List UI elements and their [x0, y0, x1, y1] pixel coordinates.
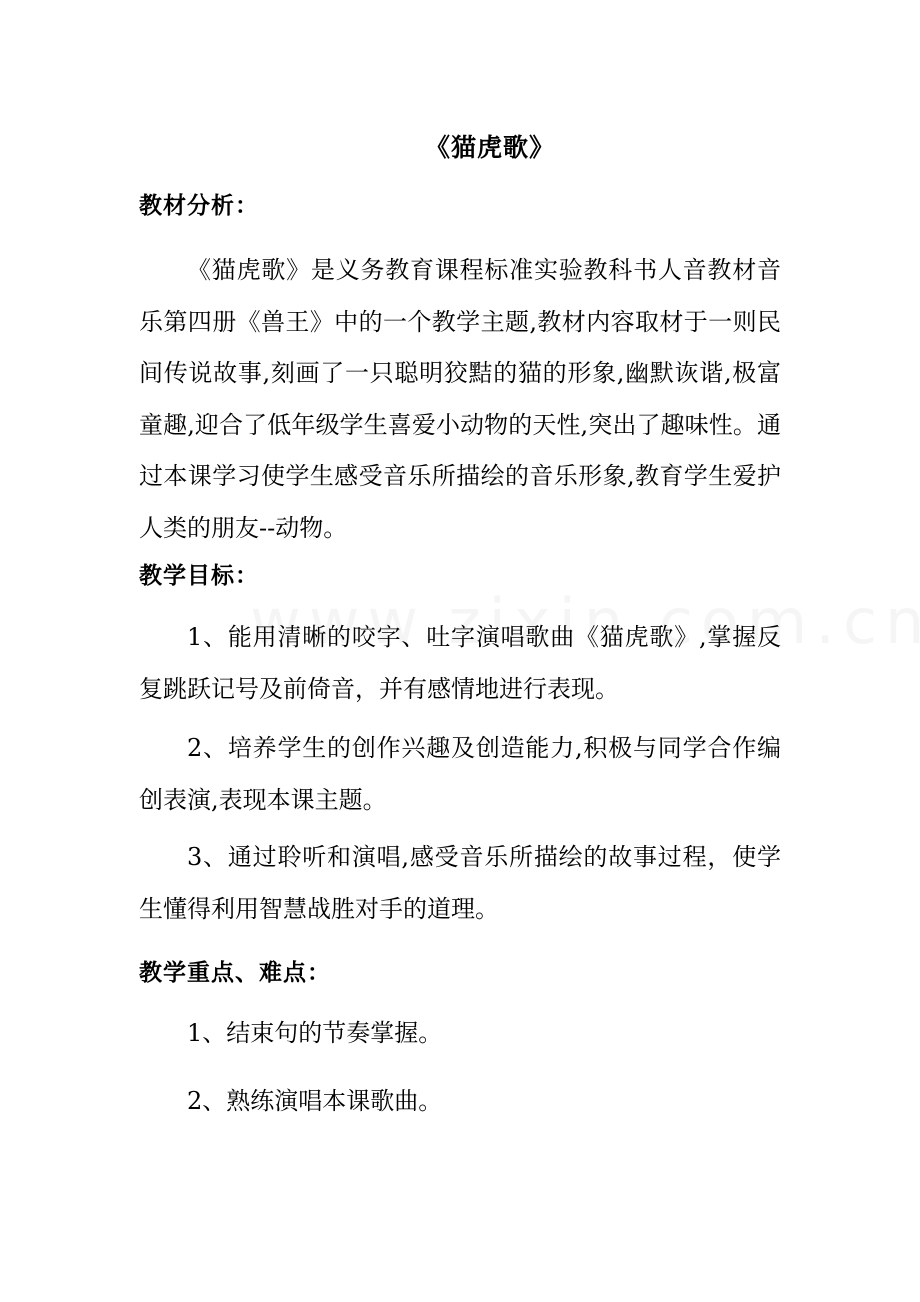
section-heading-key-points: 教学重点、难点：: [139, 959, 331, 986]
section-heading-analysis: 教材分析：: [139, 192, 259, 219]
analysis-paragraph: 《猫虎歌》是义务教育课程标准实验教科书人音教材音乐第四册《兽王》中的一个教学主题,教材内容取材于一则民间传说故事,刻画了一只聪明狡黠的猫的形象,幽默诙谐,极富童趣,迎合了低年级学生喜爱小动物的天性,突出了趣味性。通过本课学习使学生感受音乐所描绘的音乐形象,教育学生爱护人类的朋友--动物。: [139, 256, 781, 542]
section-heading-objectives: 教学目标：: [139, 562, 259, 589]
document-title: 《猫虎歌》: [424, 133, 555, 162]
key-point-item-1: 1、结束句的节奏掌握。: [187, 1019, 443, 1047]
objective-item-2: 2、培养学生的创作兴趣及创造能力,积极与同学合作编创表演,表现本课主题。: [139, 734, 781, 814]
key-point-item-2: 2、熟练演唱本课歌曲。: [187, 1087, 443, 1115]
objective-item-3: 3、通过聆听和演唱,感受音乐所描绘的故事过程，使学生懂得利用智慧战胜对手的道理。: [139, 843, 781, 923]
objective-item-1: 1、能用清晰的咬字、吐字演唱歌曲《猫虎歌》,掌握反复跳跃记号及前倚音，并有感情地进行表现。: [139, 623, 781, 703]
